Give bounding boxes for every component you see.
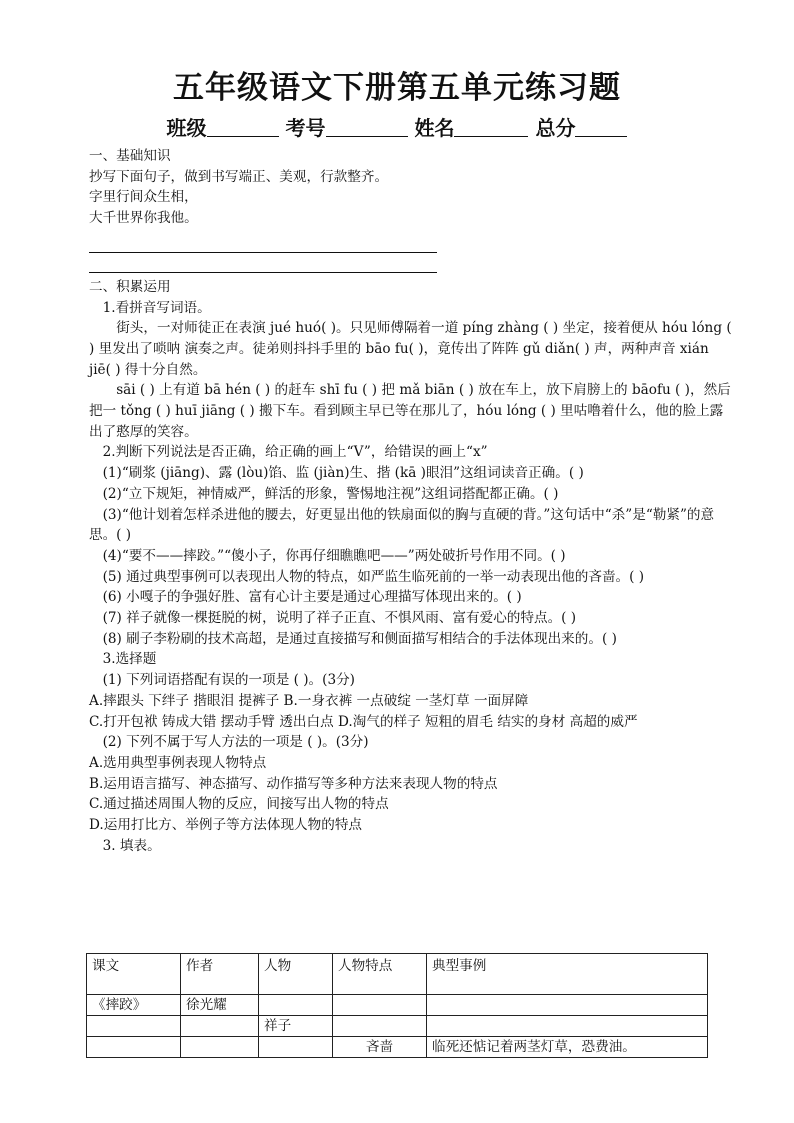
table-cell[interactable]: [333, 1016, 427, 1037]
judgement-item: (2)“立下规矩，神情威严，鲜活的形象，警惕地注视”这组词搭配都正确。( ): [102, 485, 559, 502]
table-header: 课文: [87, 954, 181, 995]
table-header-row: [87, 954, 708, 995]
section-heading: 二、积累运用: [89, 278, 171, 295]
pinyin-paragraph: sāi ( ) 上有道 bā hén ( ) 的赶车 shī fu ( ) 把 mǎ biān ( ) 放在车上，放下肩膀上的 bāofu ( )，然后把一 tǒng ( ) huī jiāng ( ) 搬下车。看到顾主早已等在那儿了，hóu lóng ( ) 里咕噜着什么，他的脸上露出了憨厚的笑容。: [89, 382, 731, 440]
pinyin-paragraph: 街头，一对师徒正在表演 jué huó( )。只见师傅隔着一道 píng zhàng ( ) 坐定，接着便从 hóu lóng ( ) 里发出了唢呐 演奏之声。徒弟则抖抖手里的 bāo fu( )，竟传出了阵阵 gǔ diǎn( ) 声，两种声音 xián jiē( ) 得十分自然。: [89, 320, 732, 378]
table-row: [87, 995, 708, 1016]
choice-option: A.选用典型事例表现人物特点: [89, 754, 267, 771]
writing-line[interactable]: [89, 253, 437, 273]
table-cell[interactable]: 徐光耀: [181, 995, 259, 1016]
judgement-item: (6) 小嘎子的争强好胜、富有心计主要是通过心理描写体现出来的。( ): [102, 589, 522, 606]
copy-line: 字里行间众生相，: [89, 189, 198, 206]
table-header: 人物特点: [333, 954, 427, 995]
fill-in-table: [86, 953, 708, 1058]
table-header: 人物: [259, 954, 333, 995]
table-header: 典型事例: [427, 954, 708, 995]
page-title: 五年级语文下册第五单元练习题: [173, 70, 621, 106]
question-title: 2.判断下列说法是否正确，给正确的画上“V”，给错误的画上“x”: [102, 444, 488, 461]
table-cell[interactable]: 临死还惦记着两茎灯草，恐费油。: [427, 1037, 708, 1058]
name-blank[interactable]: [454, 118, 528, 137]
judgement-item: (5) 通过典型事例可以表现出人物的特点，如严监生临死前的一举一动表现出他的吝啬。( ): [102, 568, 645, 585]
worksheet-body: [89, 146, 734, 857]
score-blank[interactable]: [575, 118, 627, 137]
table-cell[interactable]: [259, 1037, 333, 1058]
copy-line: 大千世界你我他。: [89, 210, 198, 227]
instruction-text: 抄写下面句子，做到书写端正、美观，行款整齐。: [89, 168, 389, 185]
choice-stem: (2) 下列不属于写人方法的一项是 ( )。(3分): [102, 734, 369, 751]
choice-option: B.运用语言描写、神态描写、动作描写等多种方法来表现人物的特点: [89, 775, 498, 792]
table-row: [87, 1016, 708, 1037]
choice-stem: (1) 下列词语搭配有误的一项是 ( )。(3分): [102, 672, 355, 689]
question-title: 3.选择题: [102, 651, 157, 668]
table-cell[interactable]: 祥子: [259, 1016, 333, 1037]
table-cell[interactable]: [259, 995, 333, 1016]
judgement-item: (3)“他计划着怎样杀进他的腰去，好更显出他的铁扇面似的胸与直硬的背。”这句话中“杀”是“勒紧”的意思。( ): [89, 506, 715, 544]
table-cell[interactable]: [87, 1037, 181, 1058]
table-cell[interactable]: 《摔跤》: [87, 995, 181, 1016]
number-blank[interactable]: [326, 118, 408, 137]
table-cell[interactable]: [333, 995, 427, 1016]
table-header: 作者: [181, 954, 259, 995]
writing-line[interactable]: [89, 233, 437, 253]
section-heading: 一、基础知识: [89, 148, 171, 164]
choice-option: C.打开包袱 铸成大错 摆动手臂 透出白点 D.淘气的样子 短粗的眉毛 结实的身材 高超的威严: [89, 713, 638, 730]
question-title: 3. 填表。: [102, 837, 161, 854]
choice-option: A.摔跟头 下绊子 揩眼泪 提裤子 B.一身衣裤 一点破绽 一茎灯草 一面屏障: [89, 692, 529, 709]
choice-option: D.运用打比方、举例子等方法体现人物的特点: [89, 817, 363, 834]
student-info-line: [0, 112, 794, 141]
judgement-item: (7) 祥子就像一棵挺脱的树，说明了祥子正直、不惧风雨、富有爱心的特点。( ): [102, 610, 577, 627]
judgement-item: (1)“刷浆 (jiāng)、露 (lòu)馅、监 (jiàn)生、揩 (kā )眼泪”这组词读音正确。( ): [102, 465, 584, 482]
table-cell[interactable]: [427, 1016, 708, 1037]
name-label: 姓名: [414, 116, 455, 140]
table-row: [87, 1037, 708, 1058]
table-cell[interactable]: [181, 1037, 259, 1058]
class-label: 班级: [166, 116, 207, 140]
choice-option: C.通过描述周围人物的反应，间接写出人物的特点: [89, 796, 389, 813]
score-label: 总分: [535, 116, 576, 140]
judgement-item: (8) 刷子李粉刷的技术高超，是通过直接描写和侧面描写相结合的手法体现出来的。( ): [102, 630, 617, 647]
table-cell[interactable]: [427, 995, 708, 1016]
number-label: 考号: [285, 116, 326, 140]
question-title: 1.看拼音写词语。: [102, 299, 211, 316]
table-cell[interactable]: 吝啬: [333, 1037, 427, 1058]
table-cell[interactable]: [181, 1016, 259, 1037]
judgement-item: (4)“要不——摔跤。”“傻小子，你再仔细瞧瞧吧——”两处破折号作用不同。( ): [102, 547, 566, 564]
table-cell[interactable]: [87, 1016, 181, 1037]
class-blank[interactable]: [207, 118, 279, 137]
